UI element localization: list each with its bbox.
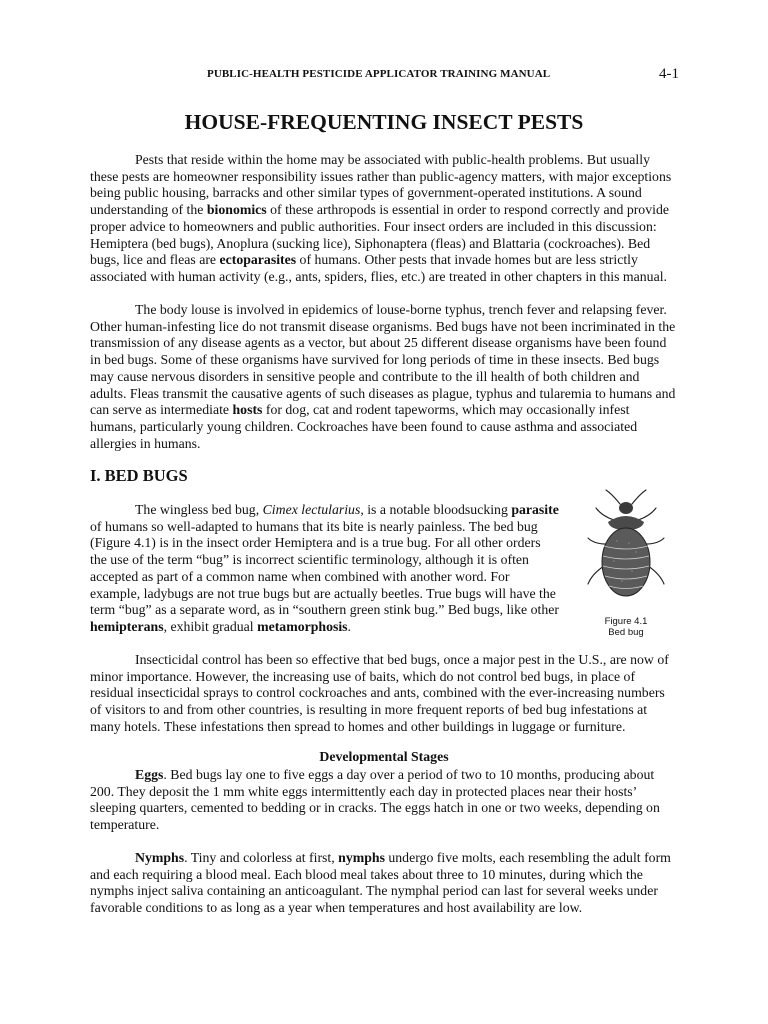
figure-label: Figure 4.1: [604, 616, 648, 627]
figure-caption: [576, 616, 676, 638]
bed-bugs-paragraph-1: The wingless bed bug, Cimex lectularius, is a notable bloodsucking parasite of humans so well-adapted to humans that its bite is nearly painless. The bed bug (Figure 4.1) is in the insect order Hemiptera and is a true bug. For all other orders the use of the term “bug” is incorrect scientific terminology, although it is often accepted as part of a common name when combined with another word. For example, ladybugs are not true bugs but are actually beetles. True bugs will have the term “bug” as a separate word, as in “southern green stink bug.” Bed bugs, like other hemipterans, exhibit gradual metamorphosis.: [90, 502, 559, 634]
term-bionomics: bionomics: [206, 202, 267, 218]
figure-description: Bed bug: [608, 627, 644, 638]
term-nymphs: nymphs: [338, 850, 385, 865]
term-ectoparasites: ectoparasites: [219, 252, 297, 268]
term-eggs: Eggs: [135, 767, 164, 782]
eggs-paragraph: Eggs. Bed bugs lay one to five eggs a day over a period of two to 10 months, producing about 200. They deposit the 1 mm white eggs intermittently each day in protected places near their hosts’ sleeping quarters, cemented to bedding or in cracks. The eggs hatch in one or two weeks, depending on temperature.: [90, 767, 660, 833]
figure-bed-bug: [576, 486, 676, 642]
term-nymphs-label: Nymphs: [135, 850, 185, 865]
term-hemipterans: hemipterans: [90, 618, 164, 634]
term-hosts: hosts: [232, 402, 263, 418]
bed-bug-icon: [584, 486, 668, 614]
species-name: Cimex lectularius: [262, 502, 361, 517]
page-number: 4-1: [659, 66, 679, 82]
section-heading-bed-bugs: I. BED BUGS: [90, 466, 188, 485]
bed-bugs-paragraph-2: Insecticidal control has been so effective that bed bugs, once a major pest in the U.S., are now of minor importance. However, the increasing use of baits, which do not control bed bugs, in place of residual insecticidal sprays to control cockroaches and ants, combined with the ever-increasing numbers of visitors to and from other countries, is resulting in more frequent reports of bed bug infestations at many hotels. These infestations then spread to homes and other buildings in luggage or furniture.: [90, 652, 669, 734]
chapter-title: HOUSE-FREQUENTING INSECT PESTS: [184, 110, 584, 134]
manual-title: PUBLIC-HEALTH PESTICIDE APPLICATOR TRAINING MANUAL: [207, 68, 551, 80]
intro-paragraph-1: Pests that reside within the home may be associated with public-health problems. But usually these pests are homeowner responsibility issues rather than public-agency matters, with major exceptions being public housing, barracks and other similar types of government-operated institutions. A sound understanding of the bionomics of these arthropods is essential in order to respond correctly and provide proper advice to homeowners and public authorities. Four insect orders are included in this discussion: Hemiptera (bed bugs), Anoplura (sucking lice), Siphonaptera (fleas) and Blattaria (cockroaches). Bed bugs, lice and fleas are ectoparasites of humans. Other pests that invade homes but are less strictly associated with human activity (e.g., ants, spiders, flies, etc.) are treated in other chapters in this manual.: [90, 152, 672, 284]
term-parasite: parasite: [511, 502, 559, 517]
running-header: [0, 68, 768, 88]
intro-paragraph-2: The body louse is involved in epidemics of louse-borne typhus, trench fever and relapsing fever. Other human-infesting lice do not transmit disease organisms. Bed bugs have not been incriminated in the transmission of any disease agents as a vector, but about 25 different disease organisms have been found in bed bugs. Some of these organisms have survived for long periods of time in these insects. Bed bugs may cause nervous disorders in sensitive people and contribute to the ill health of both children and adults. Fleas transmit the causative agents of such diseases as plague, typhus and tularemia to humans and can serve as intermediate hosts for dog, cat and rodent tapeworms, which may occasionally infest humans, particularly young children. Cockroaches have been found to cause asthma and associated allergies in humans.: [90, 302, 676, 451]
term-metamorphosis: metamorphosis: [257, 618, 348, 634]
nymphs-paragraph: Nymphs. Tiny and colorless at first, nymphs undergo five molts, each resembling the adult form and each requiring a blood meal. Each blood meal takes about three to 10 minutes, during which the nymphs inject saliva containing an anticoagulant. The nymphal period can last for several weeks under favorable conditions to as long as a year when temperatures and host availability are low.: [90, 850, 671, 916]
subheading-developmental-stages: Developmental Stages: [319, 749, 449, 764]
